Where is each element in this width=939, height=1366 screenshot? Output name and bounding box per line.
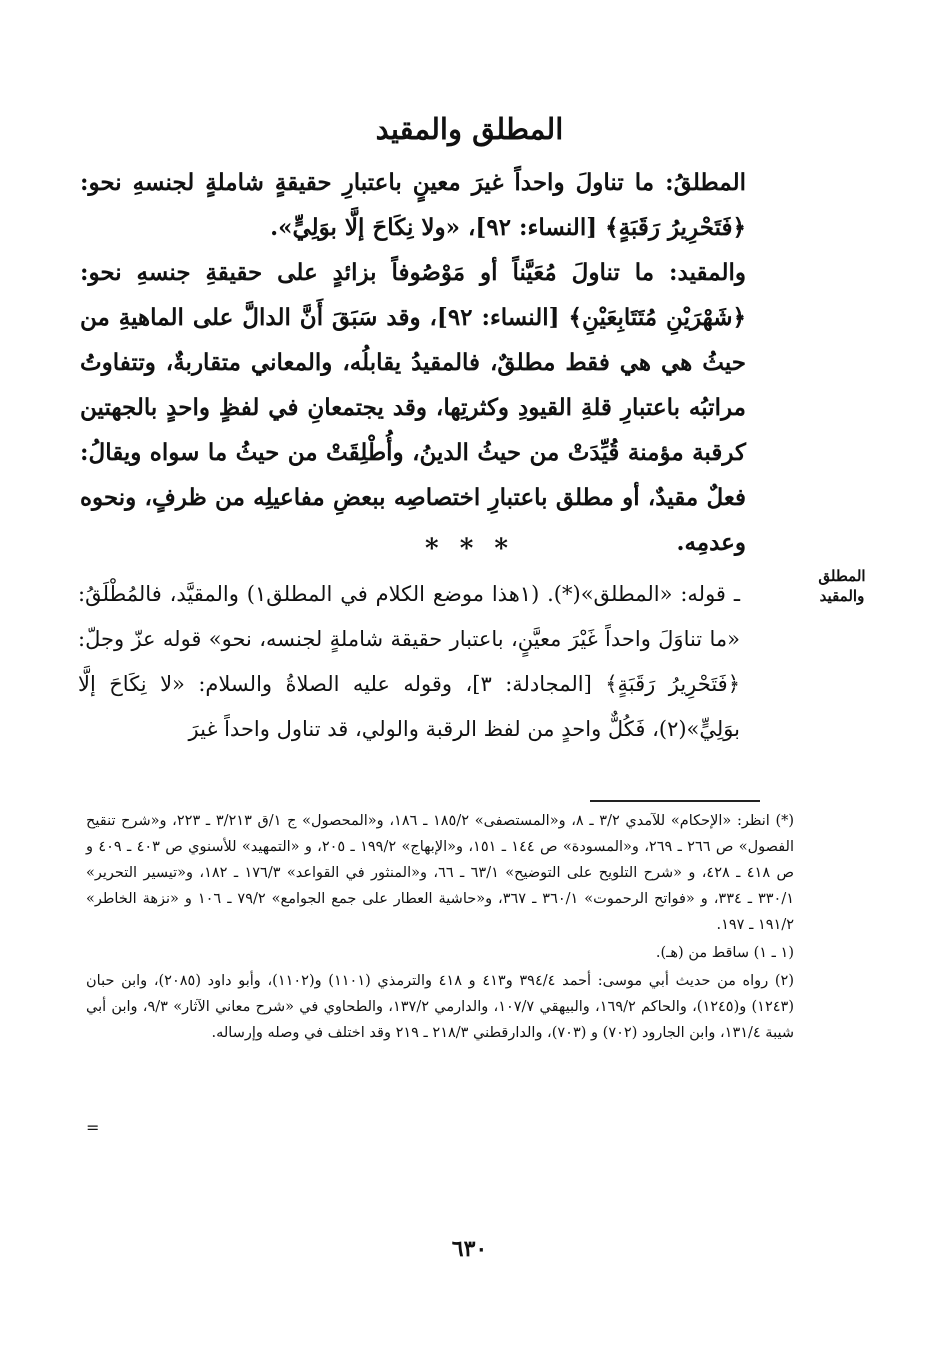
page-number: ٦٣٠: [451, 1236, 488, 1262]
term-muqayyad: والمقيد:: [669, 259, 746, 286]
section-title: المطلق والمقيد: [375, 112, 564, 146]
term-mutlaq: المطلقُ:: [665, 169, 746, 196]
definition-muqayyad: [80, 250, 746, 565]
footnote-1: (١ ـ ١) ساقط من (هـ).: [655, 945, 794, 961]
commentary-text: ـ قوله: «المطلق»(*). (١هذا موضع الكلام في المطلق١) والمقيَّد، فالمُطْلَقُ: «ما تناوَلَ واحداً غَيْرَ معيَّنٍ، باعتبار حقيقة شاملةٍ لجنسه، نحو» قوله عزّ وجلّ: ﴿فَتَحْرِيرُ رَقَبَةٍ﴾ [المجادلة: ٣]، وقوله عليه الصلاةُ والسلام: «لا نِكَاحَ إلَّا بوَلِيٍّ»(٢)، فَكُلٌّ واحدٍ من لفظ الرقبة والولي، قد تناول واحداً غيرَ: [78, 582, 740, 741]
definition-mutlaq: [80, 160, 746, 250]
margin-note-line2: والمقيد: [819, 587, 865, 605]
footnote-divider: [590, 800, 760, 802]
margin-note: [807, 566, 877, 606]
margin-note-line1: المطلق: [818, 567, 866, 585]
continuation-mark: =: [86, 1118, 100, 1137]
footnotes: [86, 808, 794, 1048]
main-definitions: [80, 160, 746, 565]
definition-muqayyad-text: ما تناولَ مُعَيَّناً أو مَوْصُوفاً بزائدٍ على حقيقةِ جنسهِ نحو: ﴿شَهْرَيْنِ مُتَتَابِعَيْنِ﴾ [النساء: ٩٢]، وقد سَبَقَ أَنَّ الدالَّ على الماهيةِ من حيثُ هي هي فقط مطلقٌ، فالمقيدُ يقابلُه، والمعاني متقاربةٌ، وتتفاوتُ مراتبُه باعتبارِ قلةِ القيودِ وكثرتِها، وقد يجتمعانِ في لفظٍ واحدٍ بالجهتين كرقبة مؤمنة قُيِّدَتْ من حيثُ الدينُ، وأُطْلِقَتْ من حيثُ ما سواه ويقالُ: فعلٌ مقيدٌ، أو مطلق باعتبارِ اختصاصِه ببعضِ مفاعيلِه من ظرفٍ، ونحوه وعدمِه.: [80, 259, 747, 556]
footnote-star: (*) انظر: «الإحكام» للآمدي ٣/٢ ـ ٨، و«المستصفى» ١٨٥/٢ ـ ١٨٦، و«المحصول» ج ١/ق ٣/٢١٣ ـ ٢٢٣، و«شرح تنقيح الفصول» ص ٢٦٦ ـ ٢٦٩، و«المسودة» ص ١٤٤ ـ ١٥١، و«الإبهاج» ١٩٩/٢ ـ ٢٠٥، و «التمهيد» للأسنوي ص ٤٠٣ ـ ٤٠٩ و ص ٤١٨ ـ ٤٢٨، و «شرح التلويح على التوضيح» ٦٣/١ ـ ٦٦، و«المنثور في القواعد» ١٧٦/٣ ـ ١٨٢، و«تيسير التحرير» ٣٣٠/١ ـ ٣٣٤، و «فواتح الرحموت» ٣٦٠/١ ـ ٣٦٧، و«حاشية العطار على جمع الجوامع» ٧٩/٢ ـ ١٠٦ و «نزهة الخاطر» ١٩١/٢ ـ ١٩٧.: [86, 813, 795, 933]
footnote-2: (٢) رواه من حديث أبي موسى: أحمد ٣٩٤/٤ و٤١٣ و ٤١٨ والترمذي (١١٠١) و(١١٠٢)، وأبو داود (٢٠٨٥)، وابن حبان (١٢٤٣) و(١٢٤٥)، والحاكم ١٦٩/٢، والبيهقي ١٠٧/٧، والدارمي ١٣٧/٢، والطحاوي في «شرح معاني الآثار» ٩/٣، وابن أبي شيبة ١٣١/٤، وابن الجارود (٧٠٢) و (٧٠٣)، والدارقطني ٢١٨/٣ ـ ٢١٩ وقد اختلف في وصله وإرساله.: [86, 973, 794, 1041]
definition-mutlaq-text: ما تناولَ واحداً غيرَ معينٍ باعتبارِ حقيقةٍ شاملةٍ لجنسهِ نحو: ﴿فَتَحْرِيرُ رَقَبَةٍ﴾ [النساء: ٩٢]، «ولا نِكَاحَ إلَّا بوَلِيٍّ».: [80, 169, 746, 241]
section-separator: * * *: [425, 534, 514, 564]
